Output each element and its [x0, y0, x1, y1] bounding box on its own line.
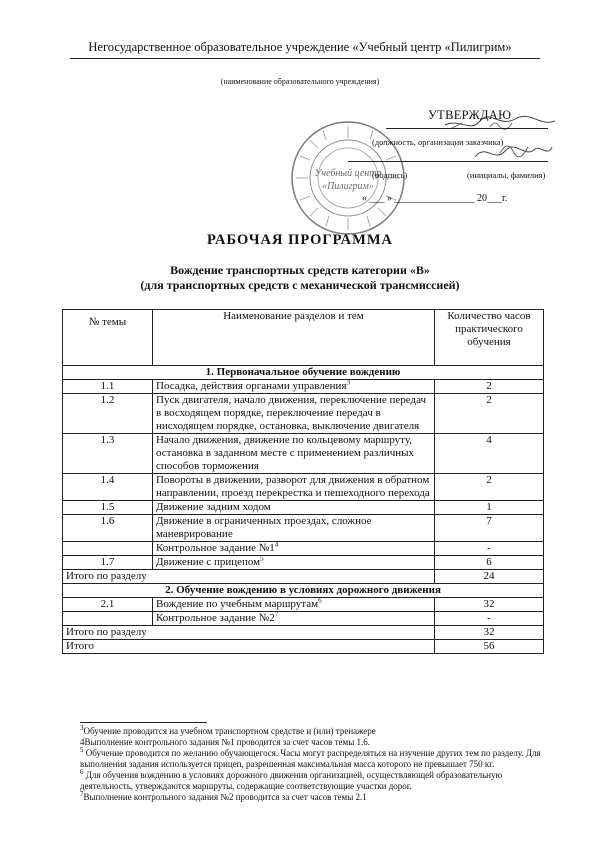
organization-caption: (наименование образовательного учреждения)	[220, 77, 380, 86]
footnotes	[80, 726, 548, 803]
topic-name-text: Движение с прицепом	[156, 556, 261, 568]
footnote-text: Выполнение контрольного задания №2 проводится за счет часов темы 2.1	[83, 792, 367, 802]
footnote	[80, 737, 548, 748]
topic-hours: 6	[435, 556, 544, 570]
topic-number: 1.3	[63, 434, 153, 474]
topic-number: 1.6	[63, 515, 153, 542]
subtotal-row	[63, 570, 544, 584]
total-label: Итого	[63, 640, 435, 654]
section-title: 1. Первоначальное обучение вождению	[63, 366, 544, 380]
topic-hours: -	[435, 612, 544, 626]
signature-caption: (подпись)	[372, 170, 408, 180]
topic-name-text: Вождение по учебным маршрутам	[156, 598, 319, 610]
topic-name	[153, 434, 435, 474]
topic-hours: 2	[435, 394, 544, 434]
post-caption: (должность, организации заказчика)	[372, 137, 504, 147]
table-row	[63, 556, 544, 570]
table-row	[63, 598, 544, 612]
topic-name	[153, 598, 435, 612]
topic-name-text: Движение в ограниченных проездах, сложное маневрирование	[156, 515, 372, 540]
footnote-text: Обучение проводится по желанию обучающегося. Часы могут распределяться на изучение других тем по разделу. Для выполнения задания используется прицеп, разрешенная максимальная масса которого не превышает 750 кг.	[80, 748, 541, 769]
subtotal-label: Итого по разделу	[63, 626, 435, 640]
footnote-mark: 7	[80, 790, 84, 798]
program-table	[62, 309, 544, 654]
section-row	[63, 366, 544, 380]
topic-name	[153, 474, 435, 501]
table-row	[63, 612, 544, 626]
topic-name	[153, 501, 435, 515]
table-row	[63, 394, 544, 434]
footnote-reference: 3	[346, 378, 351, 387]
topic-name	[153, 515, 435, 542]
topic-number: 2.1	[63, 598, 153, 612]
signature-line	[348, 161, 548, 162]
table-header-row	[63, 310, 544, 366]
approval-date: « ___ » ________________ 20___г.	[362, 193, 508, 204]
topic-number: 1.5	[63, 501, 153, 515]
section-row	[63, 584, 544, 598]
topic-hours: 2	[435, 474, 544, 501]
topic-number: 1.4	[63, 474, 153, 501]
footnote	[80, 792, 548, 803]
topic-name-text: Контрольное задание №1	[156, 542, 275, 554]
topic-name	[153, 612, 435, 626]
header-topic-number: № темы	[63, 310, 153, 366]
subtotal-hours: 24	[435, 570, 544, 584]
footnote-mark: 5	[80, 746, 84, 754]
organization-name: Негосударственное образовательное учреждение «Учебный центр «Пилигрим»	[88, 40, 512, 54]
section-1-rows	[63, 380, 544, 570]
table-row	[63, 474, 544, 501]
header-hours: Количество часов практического обучения	[435, 310, 544, 366]
footnote-mark: 3	[80, 724, 84, 732]
topic-name-text: Повороты в движении, разворот для движения в обратном направлении, проезд перекрестка и пешеходного перехода	[156, 474, 430, 499]
topic-hours: 1	[435, 501, 544, 515]
topic-name	[153, 542, 435, 556]
footnote	[80, 748, 548, 770]
table-row	[63, 542, 544, 556]
svg-text:Учебный центр: Учебный центр	[314, 168, 382, 179]
topic-number	[63, 542, 153, 556]
footnote-text: Обучение проводится на учебном транспортном средстве и (или) тренажере	[83, 726, 376, 736]
subtotal-row	[63, 626, 544, 640]
topic-name	[153, 380, 435, 394]
topic-name-text: Посадка, действия органами управления	[156, 380, 347, 392]
approval-title: УТВЕРЖДАЮ	[428, 108, 512, 122]
footnote-reference: 7	[274, 610, 279, 619]
table-row	[63, 515, 544, 542]
organization-underline	[70, 58, 540, 59]
topic-number: 1.2	[63, 394, 153, 434]
footnote-text: Для обучения вождению в условиях дорожного движения организацией, осуществляющей образовательную деятельность, утверждаются маршруты, содержащие соответствующие участки дорог.	[80, 770, 503, 791]
section-2-rows	[63, 598, 544, 626]
topic-name	[153, 394, 435, 434]
topic-hours: 4	[435, 434, 544, 474]
topic-hours: 2	[435, 380, 544, 394]
topic-hours: 7	[435, 515, 544, 542]
topic-name-text: Контрольное задание №2	[156, 612, 275, 624]
footnote-reference: 5	[260, 554, 264, 563]
topic-number: 1.1	[63, 380, 153, 394]
footnote-reference: 6	[318, 596, 322, 605]
topic-number: 1.7	[63, 556, 153, 570]
total-row	[63, 640, 544, 654]
section-title: 2. Обучение вождению в условиях дорожного движения	[63, 584, 544, 598]
subtotal-hours: 32	[435, 626, 544, 640]
table-row	[63, 434, 544, 474]
footnote-reference: 4	[274, 540, 279, 549]
table-row	[63, 380, 544, 394]
svg-text:«Пилигрим»: «Пилигрим»	[322, 181, 374, 192]
name-caption: (инициалы, фамилия)	[467, 170, 546, 180]
topic-hours: 32	[435, 598, 544, 612]
footnote-text: 4Выполнение контрольного задания №1 проводится за счет часов темы 1.6.	[80, 737, 371, 747]
topic-hours: -	[435, 542, 544, 556]
topic-number	[63, 612, 153, 626]
footnote	[80, 770, 548, 792]
topic-name	[153, 556, 435, 570]
topic-name-text: Движение задним ходом	[156, 501, 271, 513]
footnote-separator	[80, 722, 207, 723]
footnote	[80, 726, 548, 737]
document-subtitle: Вождение транспортных средств категории «В»	[170, 263, 430, 277]
topic-name-text: Начало движения, движение по кольцевому маршруту, остановка в заданном месте с применением различных способов торможения	[156, 434, 415, 472]
subtotal-label: Итого по разделу	[63, 570, 435, 584]
footnote-mark: 6	[80, 768, 84, 776]
document-subtitle-note: (для транспортных средств с механической трансмиссией)	[140, 278, 460, 292]
document-title: РАБОЧАЯ ПРОГРАММА	[207, 232, 393, 248]
total-hours: 56	[435, 640, 544, 654]
table-row	[63, 501, 544, 515]
header-topic-name: Наименование разделов и тем	[153, 310, 435, 366]
topic-name-text: Пуск двигателя, начало движения, переключение передач в восходящем порядке, переключение передач в нисходящем порядке, остановка, выключение двигателя	[156, 394, 427, 432]
post-line	[386, 128, 548, 129]
